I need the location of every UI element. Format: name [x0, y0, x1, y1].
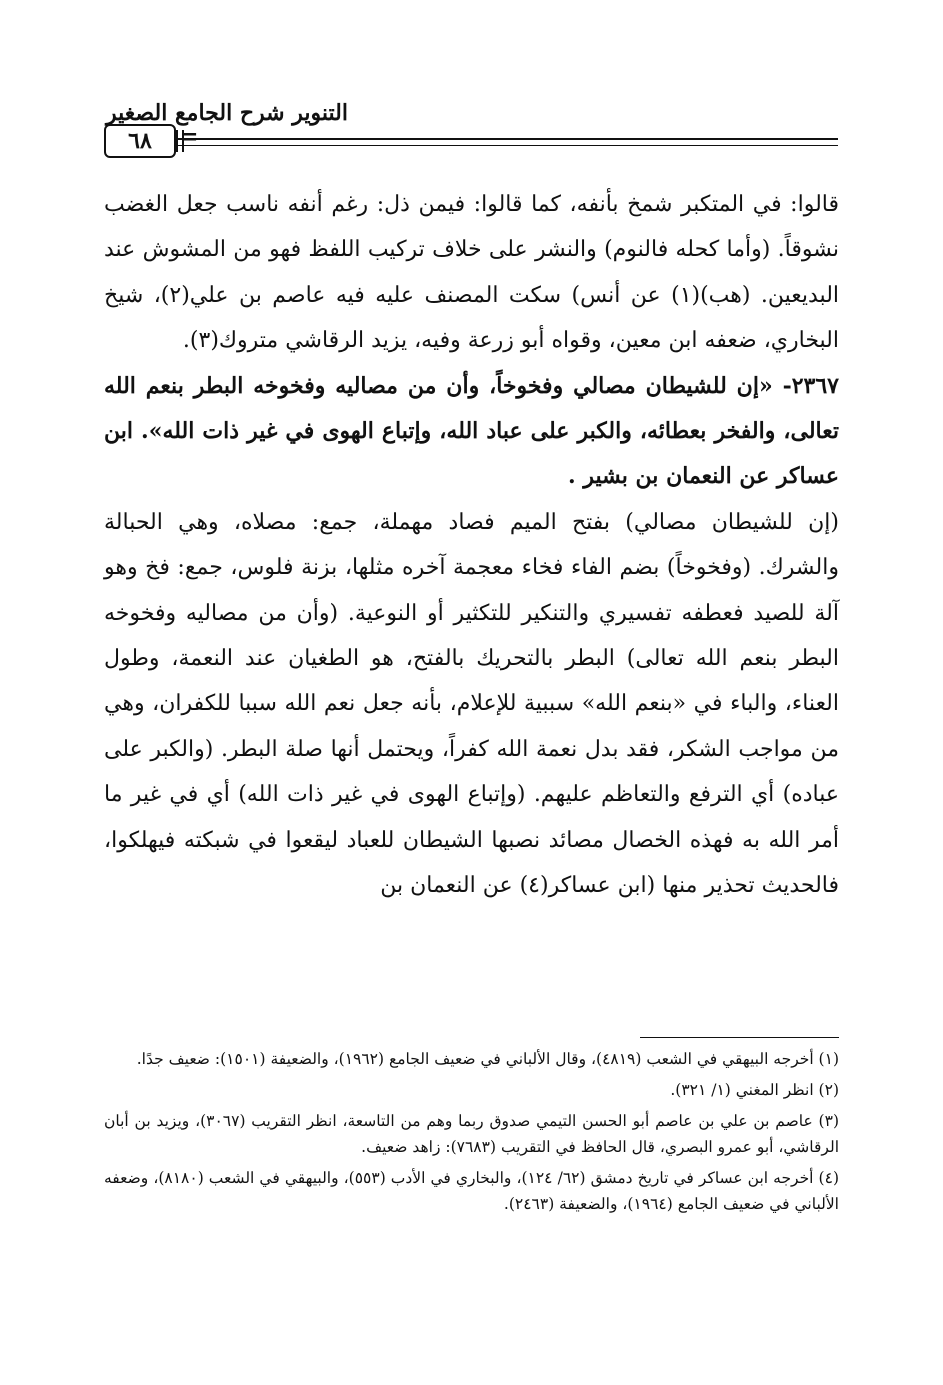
footnote-4: (٤) أخرجه ابن عساكر في تاريخ دمشق (٦٢/ ١٢٤)، والبخاري في الأدب (٥٥٣)، والبيهقي في الشعب (٨١٨٠)، وضعفه الألباني في ضعيف الجامع (١٩٦٤)، والضعيفة (٢٤٦٣). [104, 1169, 839, 1213]
footnote-1: (١) أخرجه البيهقي في الشعب (٤٨١٩)، وقال الألباني في ضعيف الجامع (١٩٦٢)، والضعيفة (١٥٠١): ضعيف جدًا. [136, 1050, 839, 1068]
footnote-separator [640, 1037, 839, 1038]
commentary-paragraph-1: قالوا: في المتكبر شمخ بأنفه، كما قالوا: فيمن ذل: رغم أنفه ناسب جعل الغضب نشوقاً. (وأما كحله فالنوم) والنشر على خلاف تركيب اللفظ فهو من المشوش عند البديعين. (هب)(١) عن أنس) سكت المصنف عليه فيه عاصم بن علي(٢)، شيخ البخاري، ضعفه ابن معين، وقواه أبو زرعة وفيه، يزيد الرقاشي متروك(٣). [104, 192, 840, 354]
header-dash: = [180, 124, 199, 150]
footnote-2: (٢) انظر المغني (١/ ٣٢١). [670, 1081, 839, 1099]
commentary-paragraph-2: (إن للشيطان مصالي) بفتح الميم فصاد مهملة، جمع: مصلاه، وهي الحبالة والشرك. (وفخوخاً) بضم الفاء فخاء معجمة آخره مثلها، بزنة فلوس، جمع: فخ وهو آلة للصيد فعطفه تفسيري والتنكير للتكثير أو النوعية. (وأن من مصاليه وفخوخه البطر بنعم الله تعالى) البطر بالتحريك بالفتح، هو الطغيان عند النعمة، وطول العناء، والباء في «بنعم الله» سببية للإعلام، بأنه جعل نعم الله سببا للكفران، وهي من مواجب الشكر، فقد بدل نعمة الله كفراً، ويحتمل أنها صلة البطر. (والكبر على عباده) أي الترفع والتعاظم عليهم. (وإتباع الهوى في غير ذات الله) أي في غير ما أمر الله به فهذه الخصال مصائد نصبها الشيطان للعباد ليقعوا في شبكته فيهلكوا، فالحديث تحذير منها (ابن عساكر(٤) عن النعمان بن [104, 509, 839, 899]
header-rule [178, 138, 838, 146]
page-number: ٦٨ [104, 124, 176, 158]
hadith-2367: ٢٣٦٧- «إن للشيطان مصالي وفخوخاً، وأن من مصاليه وفخوخه البطر بنعم الله تعالى، والفخر بعطائه، والكبر على عباد الله، وإتباع الهوى في غير ذات الله». ابن عساكر عن النعمان بن بشير . [104, 372, 839, 490]
footnote-3: (٣) عاصم بن علي بن عاصم أبو الحسن التيمي صدوق ربما وهم من التاسعة، انظر التقريب (٣٠٦٧)، ويزيد بن أبان الرقاشي، أبو عمرو البصري، قال الحافظ في التقريب (٧٦٨٣): زاهد ضعيف. [104, 1112, 839, 1156]
footnotes [104, 1046, 839, 1222]
main-text [104, 182, 839, 909]
running-title: التنوير شرح الجامع الصغير [106, 100, 348, 126]
